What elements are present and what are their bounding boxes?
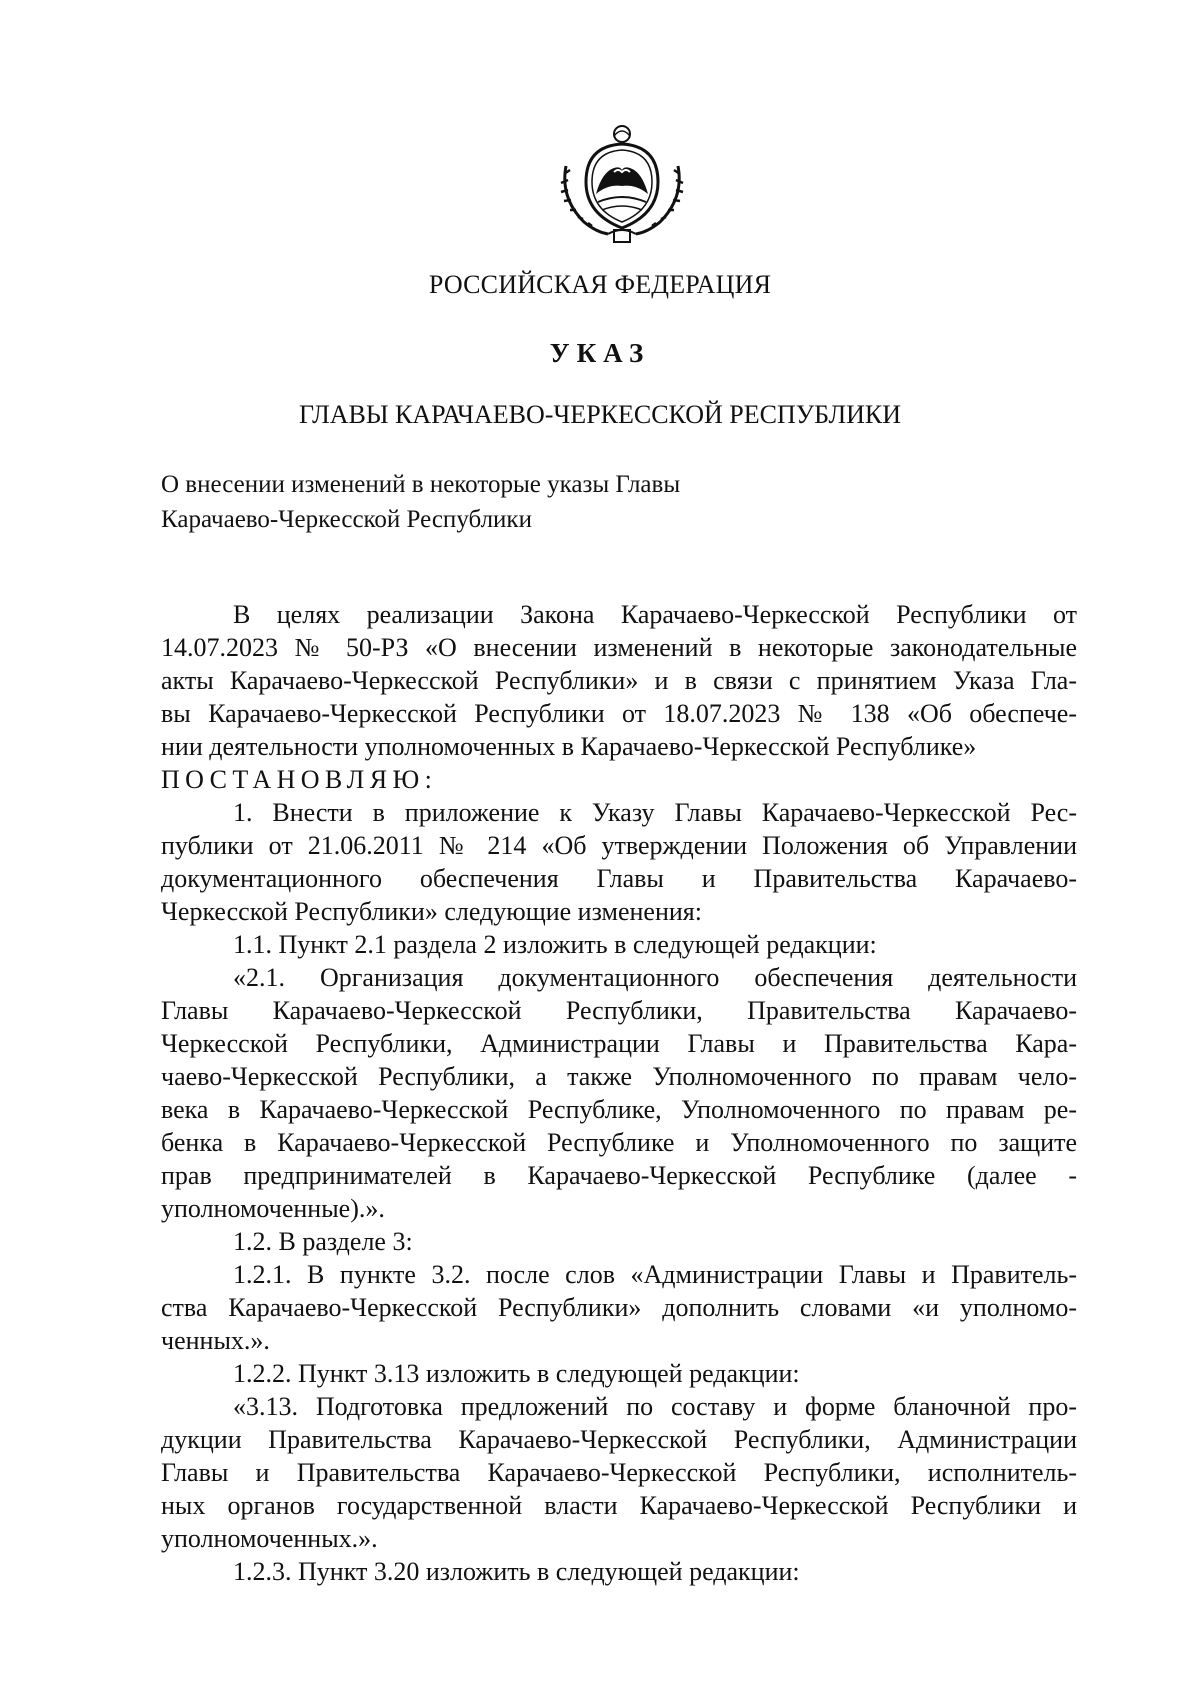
body-line: 1.2.1. В пункте 3.2. после слов «Администрации Главы и Правитель- [233, 1260, 1077, 1289]
issuer-heading: ГЛАВЫ КАРАЧАЕВО-ЧЕРКЕССКОЙ РЕСПУБЛИКИ [299, 400, 901, 429]
body-line: чаево-Черкесской Республики, а также Уполномоченного по правам чело- [161, 1062, 1077, 1091]
body-line: 1.2.2. Пункт 3.13 изложить в следующей редакции: [233, 1359, 800, 1388]
subject-line: Карачаево-Черкесской Республики [161, 506, 532, 533]
document-type-heading: УКАЗ [549, 338, 651, 368]
body-line: ства Карачаево-Черкесской Республики» дополнить словами «и уполномо- [161, 1293, 1077, 1322]
body-line: ПОСТАНОВЛЯЮ: [161, 765, 438, 794]
body-line: вы Карачаево-Черкесской Республики от 18.07.2023 № 138 «Об обеспече- [161, 699, 1077, 728]
body-line: В целях реализации Закона Карачаево-Черкесской Республики от [233, 600, 1077, 629]
body-line: 14.07.2023 № 50-РЗ «О внесении изменений в некоторые законодательные [161, 633, 1077, 662]
body-line: Главы Карачаево-Черкесской Республики, Правительства Карачаево- [161, 996, 1077, 1025]
body-line: «3.13. Подготовка предложений по составу и форме бланочной про- [233, 1392, 1077, 1421]
body-line: ных органов государственной власти Карачаево-Черкесской Республики и [161, 1491, 1077, 1520]
body-line: уполномоченные).». [161, 1194, 385, 1223]
subject-line: О внесении изменений в некоторые указы Главы [161, 471, 681, 498]
body-line: ченных.». [161, 1326, 270, 1355]
body-line: акты Карачаево-Черкесской Республики» и в связи с принятием Указа Гла- [161, 666, 1077, 695]
body-line: Черкесской Республики» следующие изменения: [161, 897, 702, 926]
body-line: прав предпринимателей в Карачаево-Черкесской Республике (далее - [161, 1161, 1077, 1190]
body-line: бенка в Карачаево-Черкесской Республике и Уполномоченного по защите [161, 1128, 1077, 1157]
body-line: 1.2.3. Пункт 3.20 изложить в следующей редакции: [233, 1557, 800, 1586]
body-line: документационного обеспечения Главы и Правительства Карачаево- [161, 864, 1077, 893]
country-heading: РОССИЙСКАЯ ФЕДЕРАЦИЯ [428, 270, 772, 299]
body-line: публики от 21.06.2011 № 214 «Об утверждении Положения об Управлении [161, 831, 1077, 860]
body-line: уполномоченных.». [161, 1524, 378, 1553]
body-line: 1. Внести в приложение к Указу Главы Карачаево-Черкесской Рес- [233, 798, 1077, 827]
document-body [161, 598, 1077, 1588]
body-line: нии деятельности уполномоченных в Карачаево-Черкесской Республике» [161, 732, 977, 761]
document-subject [161, 467, 680, 537]
coat-of-arms-emblem [556, 122, 688, 244]
body-line: дукции Правительства Карачаево-Черкесской Республики, Администрации [161, 1425, 1077, 1454]
body-line: «2.1. Организация документационного обеспечения деятельности [233, 963, 1077, 992]
body-line: Главы и Правительства Карачаево-Черкесской Республики, исполнитель- [161, 1458, 1077, 1487]
body-line: 1.1. Пункт 2.1 раздела 2 изложить в следующей редакции: [233, 930, 877, 959]
body-line: Черкесской Республики, Администрации Главы и Правительства Кара- [161, 1029, 1077, 1058]
body-line: 1.2. В разделе 3: [233, 1227, 413, 1256]
body-line: века в Карачаево-Черкесской Республике, Уполномоченного по правам ре- [161, 1095, 1077, 1124]
